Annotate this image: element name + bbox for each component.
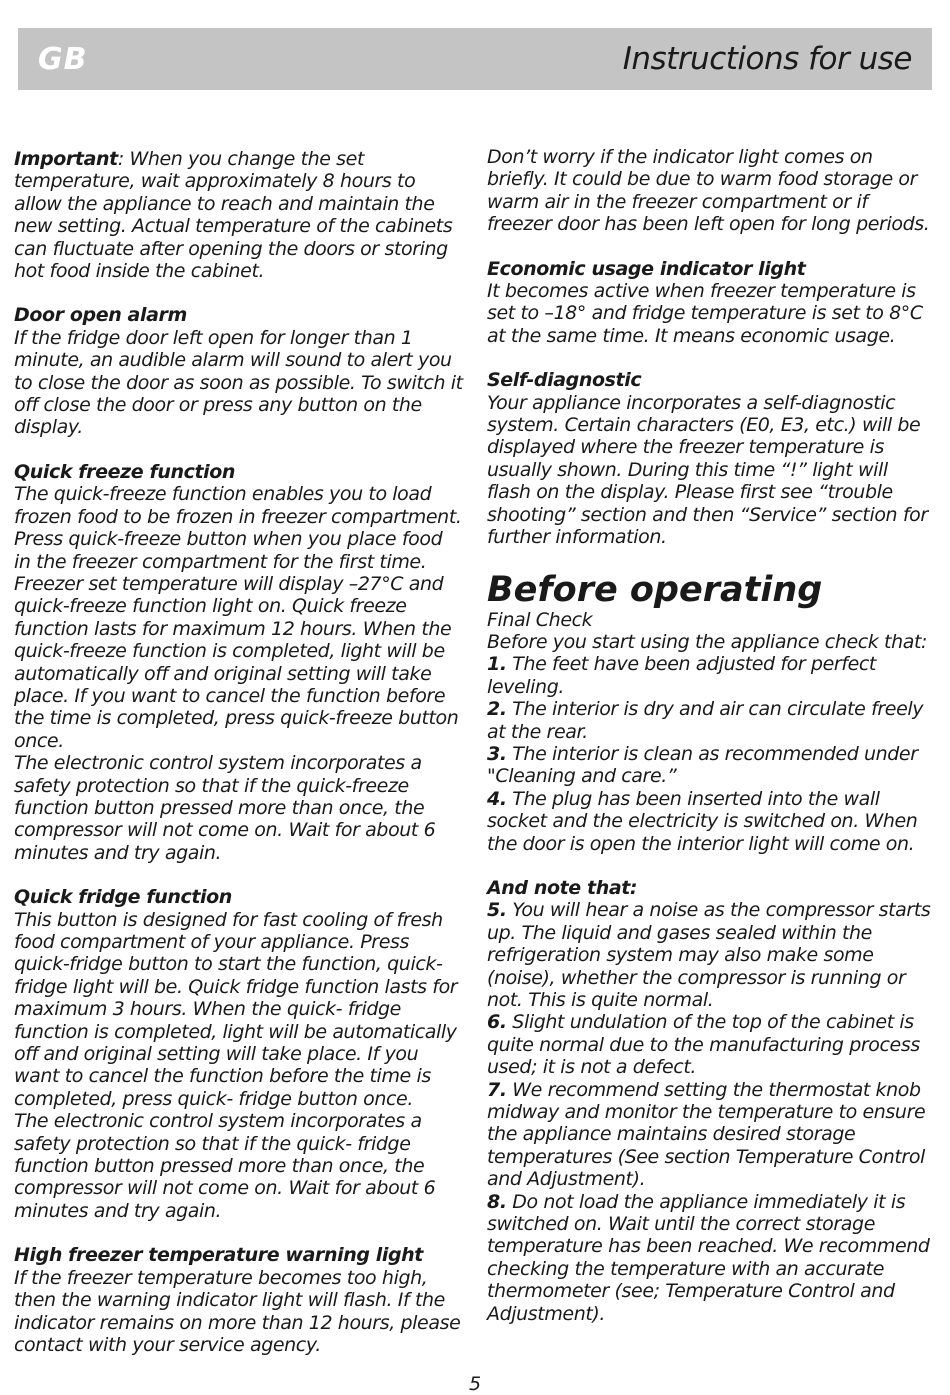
economic-heading: Economic usage indicator light xyxy=(487,257,806,280)
note-item-text: Do not load the appliance immediately it is switched on. Wait until the correct storage temperature has been reached. We recommend checking the temperature with an accurate thermometer (see; Temperature Control and Adjustment). xyxy=(487,1190,930,1325)
important-section xyxy=(14,148,464,282)
note-item-text: You will hear a noise as the compressor starts up. The liquid and gases sealed within the refrigeration system may also make some (noise), whether the compressor is running or not. This is quite normal. xyxy=(487,899,931,1011)
note-item-text: We recommend setting the thermostat knob midway and monitor the temperature to ensure the appliance maintains desired storage temperatures (See section Temperature Control and Adjustment). xyxy=(487,1078,926,1191)
note-item-number: 7. xyxy=(487,1078,507,1101)
note-section xyxy=(487,877,932,1325)
high-temp-text: If the freezer temperature becomes too high, then the warning indicator light will flash. If the indicator remains on more than 12 hours, please contact with your service agency. xyxy=(14,1266,461,1356)
quick-freeze-safety-text: The electronic control system incorporates a safety protection so that if the quick-freeze function button pressed more than once, the compressor will not come on. Wait for about 6 minutes and try again. xyxy=(14,752,436,864)
door-alarm-heading: Door open alarm xyxy=(14,304,187,327)
note-item-number: 8. xyxy=(487,1190,507,1213)
self-diagnostic-section xyxy=(487,369,932,548)
before-operating-heading: Before operating xyxy=(487,569,823,610)
important-text: : When you change the set temperature, wait approximately 8 hours to allow the appliance to reach and maintain the new setting. Actual temperature of the cabinets can fluctuate after opening the doors or storing hot food inside the cabinet. xyxy=(14,148,453,283)
check-item-text: The feet have been adjusted for perfect leveling. xyxy=(487,653,876,698)
check-item-text: The plug has been inserted into the wall socket and the electricity is switched on. When the door is open the interior light will come on. xyxy=(487,787,918,855)
note-item-text: Slight undulation of the top of the cabinet is quite normal due to the manufacturing process used; it is not a defect. xyxy=(487,1011,920,1079)
final-check-intro: Before you start using the appliance check that: xyxy=(487,630,928,653)
page-header xyxy=(18,28,932,90)
quick-fridge-section xyxy=(14,886,464,1222)
check-item-number: 4. xyxy=(487,787,507,810)
quick-freeze-text: The quick-freeze function enables you to load frozen food to be frozen in freezer compartment. Press quick-freeze button when you place food in the freezer compartment for the first time. Freezer set temperature will display –27°C and quick-freeze function light on. Quick freeze function lasts for maximum 12 hours. When the quick-freeze function is completed, light will be automatically off and original setting will take place. If you want to cancel the function before the time is completed, press quick-freeze button once. xyxy=(14,483,462,752)
check-item xyxy=(487,698,932,743)
before-operating-section xyxy=(487,571,932,855)
check-item-number: 2. xyxy=(487,698,507,721)
note-item xyxy=(487,1191,932,1325)
check-item xyxy=(487,653,932,698)
check-item xyxy=(487,743,932,788)
high-temp-heading: High freezer temperature warning light xyxy=(14,1244,423,1267)
quick-fridge-heading: Quick fridge function xyxy=(14,886,232,909)
left-column xyxy=(14,148,464,1378)
check-item-text: The interior is clean as recommended under "Cleaning and care.” xyxy=(487,742,918,788)
note-item-number: 6. xyxy=(487,1011,507,1034)
header-title: Instructions for use xyxy=(622,41,912,77)
note-item xyxy=(487,1079,932,1191)
self-diagnostic-text: Your appliance incorporates a self-diagnostic system. Certain characters (E0, E3, etc.) will be displayed where the freezer temperature is usually shown. During this time “!” light will flash on the display. Please first see “trouble shooting” section and then “Service” section for further information. xyxy=(487,391,928,549)
final-check-label: Final Check xyxy=(487,608,593,631)
check-item-number: 1. xyxy=(487,653,507,676)
self-diagnostic-heading: Self-diagnostic xyxy=(487,369,642,392)
note-item xyxy=(487,899,932,1011)
note-item-number: 5. xyxy=(487,899,507,922)
indicator-note-section xyxy=(487,146,932,236)
quick-fridge-text: This button is designed for fast cooling of fresh food compartment of your appliance. Press quick-fridge button to start the function, quick-fridge light will be. Quick fridge function lasts for maximum 3 hours. When the quick- fridge function is completed, light will be automatically off and original setting will take place. If you want to cancel the function before the time is completed, press quick- fridge button once. xyxy=(14,908,458,1110)
important-label: Important xyxy=(14,148,118,170)
note-item xyxy=(487,1011,932,1078)
note-heading: And note that: xyxy=(487,876,638,899)
quick-fridge-safety-text: The electronic control system incorporates a safety protection so that if the quick- fridge function button pressed more than once, the compressor will not come on. Wait for about 6 minutes and try again. xyxy=(14,1110,436,1222)
door-alarm-text: If the fridge door left open for longer than 1 minute, an audible alarm will sound to alert you to close the door as soon as possible. To switch it off close the door or press any button on the display. xyxy=(14,326,463,439)
check-item-number: 3. xyxy=(487,742,507,765)
high-temp-section xyxy=(14,1244,464,1356)
check-item xyxy=(487,788,932,855)
language-code: GB xyxy=(38,41,88,77)
economic-section xyxy=(487,258,932,348)
page-number: 5 xyxy=(468,1373,482,1395)
economic-text: It becomes active when freezer temperature is set to –18° and fridge temperature is set to 8°C at the same time. It means economic usage. xyxy=(487,280,923,347)
check-item-text: The interior is dry and air can circulate freely at the rear. xyxy=(487,698,924,743)
right-column xyxy=(487,146,932,1347)
door-alarm-section xyxy=(14,304,464,438)
quick-freeze-section xyxy=(14,461,464,864)
quick-freeze-heading: Quick freeze function xyxy=(14,460,236,483)
indicator-note-text: Don’t worry if the indicator light comes on briefly. It could be due to warm food storage or warm air in the freezer compartment or if freezer door has been left open for long periods. xyxy=(487,146,930,236)
